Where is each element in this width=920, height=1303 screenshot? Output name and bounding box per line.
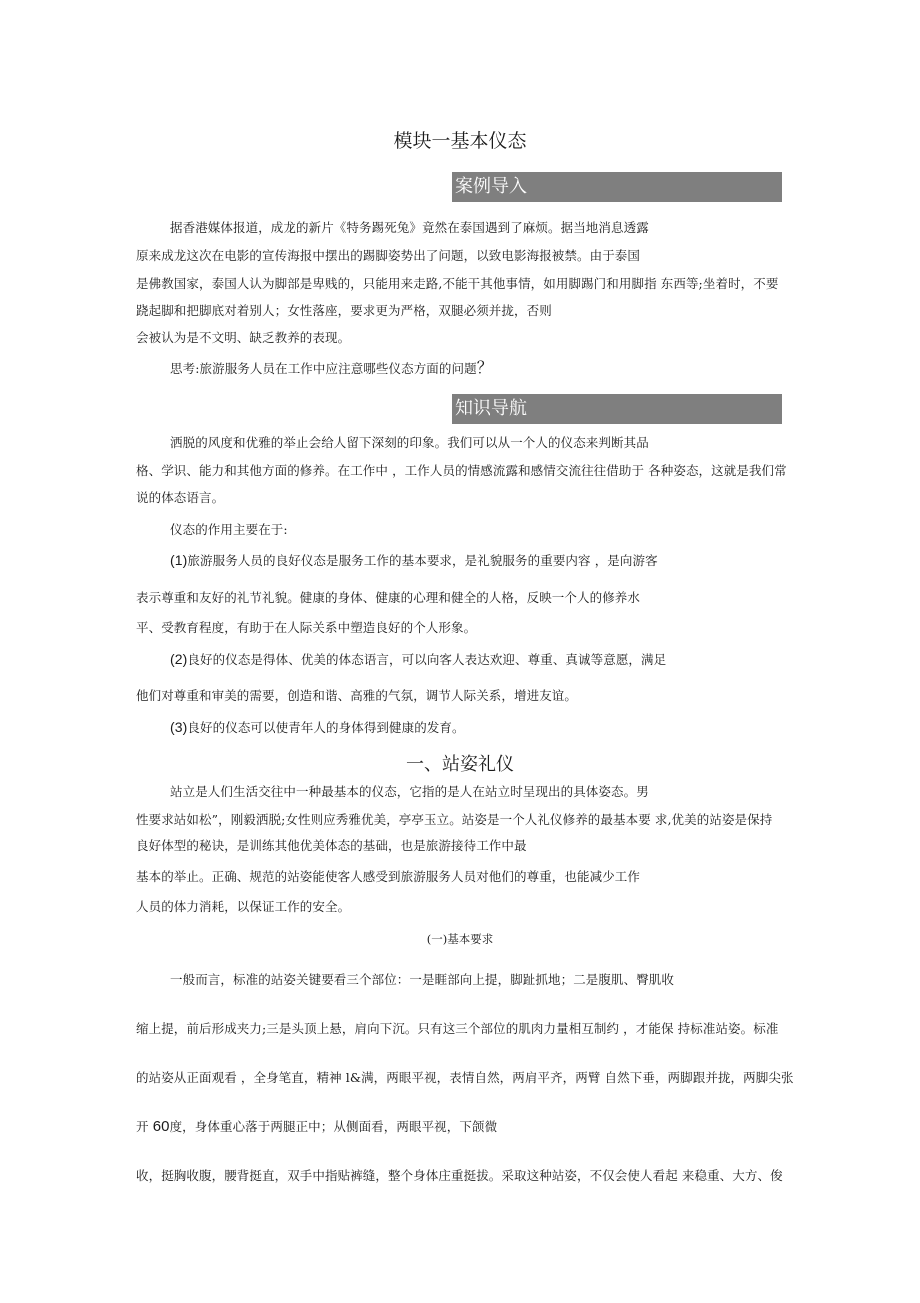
basic-line: 的站姿从正面观看 ，全身笔直，精神 l&满，两眼平视，表情自然，两肩平齐，两臂 自然下垂，两脚跟并拢，两脚尖张 (136, 1070, 794, 1085)
basic-line: 缩上提，前后形成夹力;三是头顶上悬，肩向下沉。只有这三个部位的肌肉力量相互制约 ，才能保 持标准站姿。标准 (136, 1021, 779, 1036)
question-mark: ？ (476, 358, 493, 377)
standing-line: 人员的体力消耗，以保证工作的安全。 (136, 899, 351, 914)
standing-line: 良好体型的秘诀，是训练其他优美体态的基础，也是旅游接待工作中最 (136, 838, 527, 853)
case-line: 会被认为是不文明、缺乏教养的表现。 (136, 330, 351, 345)
case-line: 跷起脚和把脚底对着别人；女性落座，要求更为严格，双腿必须并拢，否则 (136, 303, 552, 318)
standing-line: 性要求站如松”，刚毅洒脱;女性则应秀雅优美，亭亭玉立。站姿是一个人礼仪修养的最基本要 求,优美的站姿是保持 (136, 812, 773, 827)
section-heading: 一、站姿礼仪 (406, 754, 514, 775)
point-item (170, 652, 666, 667)
basic-line: 一般而言，标准的站姿关键要看三个部位：一是睚部向上提，脚趾抓地；二是腹肌、臀肌收 (170, 972, 675, 987)
standing-line: 站立是人们生活交往中一种最基本的仪态，它指的是人在站立时呈现出的具体姿态。男 (170, 784, 649, 799)
point-text: 良好的仪态是得体、优美的体态语言，可以向客人表达欢迎、尊重、真诚等意愿，满足 (187, 652, 667, 667)
knowledge-line: 仪态的作用主要在于: (170, 522, 288, 537)
knowledge-banner: 知识导航 (452, 394, 782, 424)
angle-number: 60 (152, 1118, 170, 1135)
point-continuation: 平、受教育程度，有助于在人际关系中塑造良好的个人形象。 (136, 620, 477, 635)
case-intro-banner: 案例导入 (452, 172, 782, 202)
standing-line: 基本的举止。正确、规范的站姿能使客人感受到旅游服务人员对他们的尊重，也能减少工作 (136, 869, 641, 884)
point-item (170, 553, 658, 568)
subsection-heading: (一)基本要求 (426, 932, 494, 946)
angle-line (136, 1119, 497, 1134)
angle-suffix: 度，身体重心落于两腿正中；从侧面看，两眼平视，下颌微 (169, 1119, 498, 1134)
angle-prefix: 开 (136, 1119, 153, 1134)
basic-line: 收，挺胸收腹，腰背挺直，双手中指贴裤缝，整个身体庄重挺拔。采取这种站姿，不仅会使人看起 来稳重、大方、俊 (136, 1168, 783, 1183)
point-continuation: 表示尊重和友好的礼节礼貌。健康的身体、健康的心理和健全的人格，反映一个人的修养水 (136, 590, 641, 605)
case-line: 是佛教国家，泰国人认为脚部是卑贱的，只能用来走路,不能干其他事情，如用脚踢门和用脚指 东西等;坐着时，不要 (136, 276, 779, 291)
think-question-text: 思考:旅游服务人员在工作中应注意哪些仪态方面的问题 (170, 361, 477, 376)
point-text: 良好的仪态可以使青年人的身体得到健康的发育。 (187, 720, 465, 735)
point-number: (2) (170, 651, 188, 667)
case-line: 据香港媒体报道，成龙的新片《特务踢死兔》竟然在泰国遇到了麻烦。据当地消息透露 (170, 220, 649, 235)
point-number: (3) (170, 719, 188, 735)
page-title: 模块一基本仪态 (393, 130, 527, 152)
point-item (170, 720, 465, 735)
knowledge-line: 格、学识、能力和其他方面的修养。在工作中 ，工作人员的情感流露和感情交流往往借助于 各种姿态，这就是我们常 (136, 463, 787, 478)
knowledge-line: 说的体态语言。 (136, 490, 225, 505)
point-continuation: 他们对尊重和审美的需要，创造和谐、高雅的气氛，调节人际关系，增进友谊。 (136, 688, 578, 703)
point-number: (1) (170, 552, 188, 568)
case-line: 原来成龙这次在电影的宣传海报中摆出的踢脚姿势出了问题，以致电影海报被禁。由于泰国 (136, 248, 641, 263)
point-text: 旅游服务人员的良好仪态是服务工作的基本要求，是礼貌服务的重要内容 ，是向游客 (187, 553, 658, 568)
think-question (170, 360, 493, 376)
knowledge-line: 洒脱的风度和优雅的举止会给人留下深刻的印象。我们可以从一个人的仪态来判断其品 (170, 435, 649, 450)
